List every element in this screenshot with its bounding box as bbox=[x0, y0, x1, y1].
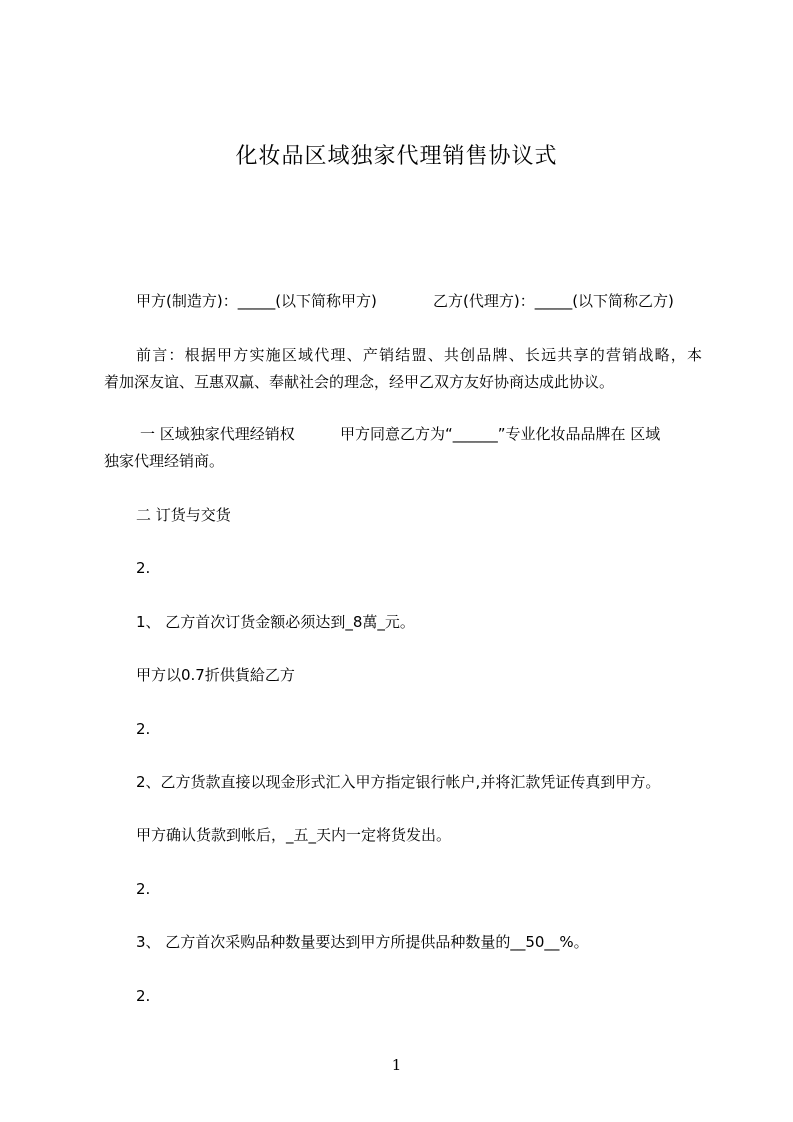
preface-line-2: 着加深友谊、互惠双赢、奉献社会的理念，经甲乙双方友好协商达成此协议。 bbox=[104, 373, 615, 391]
preface-line-1: 前言：根据甲方实施区域代理、产销结盟、共创品牌、长远共享的营销战略，本 bbox=[136, 346, 702, 364]
section-1-heading: 一 区域独家代理经销权 bbox=[140, 425, 295, 443]
section-2-heading: 二 订货与交货 bbox=[136, 506, 231, 524]
list-item: 甲方以0.7折供貨給乙方 bbox=[136, 666, 295, 684]
list-item: 3、 乙方首次采购品种数量要达到甲方所提供品种数量的__50__%。 bbox=[136, 933, 589, 951]
list-item: 2. bbox=[136, 880, 151, 898]
list-item: 2. bbox=[136, 987, 151, 1005]
party-a-line: 甲方(制造方)：_____(以下简称甲方) bbox=[136, 292, 377, 310]
page-number: 1 bbox=[391, 1056, 402, 1074]
list-item: 1、 乙方首次订货金额必须达到_8萬_元。 bbox=[136, 613, 415, 631]
document-title: 化妆品区域独家代理销售协议式 bbox=[235, 144, 558, 169]
list-item: 2. bbox=[136, 559, 151, 577]
list-item: 2、乙方货款直接以现金形式汇入甲方指定银行帐户,并将汇款凭证传真到甲方。 bbox=[136, 773, 661, 791]
list-item: 甲方确认货款到帐后，_五_天内一定将货发出。 bbox=[136, 826, 452, 844]
section-1-text-line-2: 独家代理经销商。 bbox=[104, 452, 225, 470]
party-b-line: 乙方(代理方)：_____(以下简称乙方) bbox=[433, 292, 674, 310]
list-item: 2. bbox=[136, 720, 151, 738]
section-1-text-line-1: 甲方同意乙方为“______”专业化妆品品牌在 区域 bbox=[340, 425, 661, 443]
